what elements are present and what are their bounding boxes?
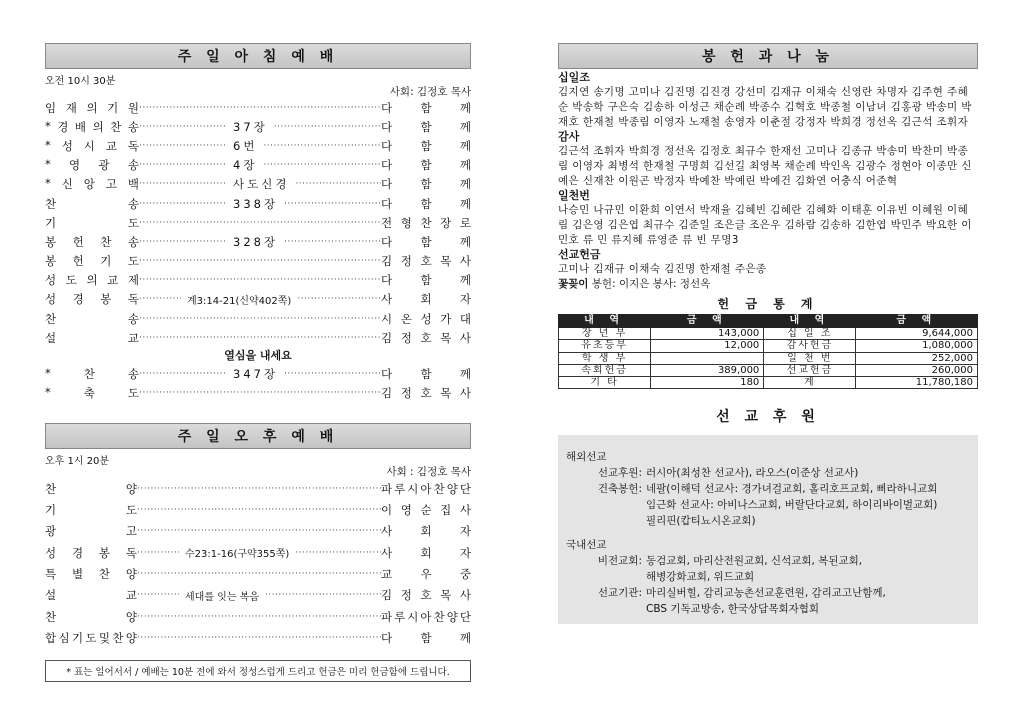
order-item-detail: 347장 (233, 367, 279, 382)
stats-row (559, 352, 978, 364)
mission-line-key (566, 497, 646, 513)
stats-header: 금 액 (651, 315, 764, 328)
mission-line-value: 해병강화교회, 위드교회 (646, 571, 755, 584)
order-item-label: 찬 양 (45, 481, 137, 496)
sermon-title: 열심을 내세요 (224, 349, 292, 363)
order-item-leader: 파 루 시 아 찬 양 단 (381, 481, 471, 496)
order-row (45, 290, 471, 309)
offering-section-head: 십일조 (558, 71, 590, 84)
order-row (45, 563, 471, 584)
morning-time: 오전 10시 30분 (45, 76, 116, 87)
mission-line (566, 601, 970, 617)
leader-dots (139, 237, 227, 247)
morning-order-list-2 (45, 364, 471, 402)
order-row (45, 585, 471, 606)
mission-line-value: 필리핀(캅티뇨시온교회) (646, 515, 756, 528)
order-item-leader: 다 함 께 (381, 100, 471, 115)
afternoon-order-list (45, 478, 471, 649)
order-row (45, 252, 471, 271)
order-item-leader: 전 형 찬 장 로 (381, 215, 471, 230)
stats-cell: 유초등부 (559, 340, 651, 352)
order-item-leader: 다 함 께 (381, 367, 471, 382)
order-item-leader: 김 정 호 목 사 (381, 588, 471, 603)
order-item-label: * 경 배 의 찬 송 (45, 118, 139, 134)
order-item-detail: 4장 (233, 158, 258, 173)
mission-line-value: CBS 기독교방송, 한국상담목회자협회 (646, 603, 820, 616)
order-item-label: * 영 광 송 (45, 157, 139, 173)
order-item-leader: 다 함 께 (381, 138, 471, 153)
afternoon-officiant: 사회 : 김정호 목사 (386, 465, 471, 478)
leader-dots (284, 199, 381, 209)
order-row (45, 628, 471, 649)
mission-line (566, 513, 970, 529)
order-item-detail: 사도신경 (233, 177, 290, 192)
mission-line (566, 569, 970, 585)
offering-section-head: 선교헌금 (558, 248, 601, 261)
mission-group (566, 449, 970, 529)
order-item-label: 성 경 봉 독 (45, 545, 137, 560)
morning-order-list (45, 98, 471, 347)
order-item-detail: 세대를 잇는 복음 (185, 591, 259, 603)
morning-officiant: 사회: 김정호 목사 (389, 86, 471, 98)
leader-dots (263, 160, 381, 170)
order-item-leader: 다 함 께 (381, 177, 471, 192)
stats-cell: 감사헌금 (764, 340, 856, 352)
order-row (45, 117, 471, 136)
order-item-leader: 시 온 성 가 대 (381, 311, 471, 326)
offering-section (558, 130, 978, 189)
order-row (45, 271, 471, 290)
order-row (45, 542, 471, 563)
leader-dots (297, 294, 381, 304)
stats-cell: 선교헌금 (764, 364, 856, 376)
afternoon-time: 오후 1시 20분 (45, 455, 110, 467)
order-item-label: * 축 도 (45, 385, 139, 401)
leader-dots (263, 141, 381, 151)
leader-dots (137, 484, 381, 494)
stats-cell: 389,000 (651, 364, 764, 376)
leader-dots (137, 505, 381, 515)
afternoon-service-banner: 주 일 오 후 예 배 (45, 423, 471, 449)
offering-section (558, 71, 978, 130)
order-item-leader: 다 함 께 (381, 158, 471, 173)
stats-cell: 장 년 부 (559, 328, 651, 340)
mission-line-value: 동검교회, 마리산전원교회, 신석교회, 복된교회, (646, 555, 863, 568)
stats-cell: 계 (764, 377, 856, 389)
order-item-label: 기 도 (45, 215, 139, 230)
stats-row (559, 364, 978, 376)
order-item-label: 봉 헌 찬 송 (45, 234, 139, 249)
stats-cell: 9,644,000 (856, 328, 978, 340)
right-column (558, 43, 978, 624)
stats-cell: 260,000 (856, 364, 978, 376)
mission-group-title: 국내선교 (566, 539, 607, 552)
offering-stats-table (558, 314, 978, 389)
order-item-label: 광 고 (45, 524, 137, 539)
leader-dots (295, 179, 381, 189)
order-item-label: 찬 양 (45, 609, 137, 624)
order-item-detail: 338장 (233, 196, 279, 211)
leader-dots (139, 275, 381, 285)
order-item-leader: 다 함 께 (381, 273, 471, 288)
stats-header: 내 역 (764, 315, 856, 328)
leader-dots (139, 369, 227, 379)
leader-dots (137, 526, 381, 536)
order-item-label: 찬 송 (45, 196, 139, 211)
offering-banner: 봉 헌 과 나 눔 (558, 43, 978, 69)
mission-line-value: 네팔(이해덕 선교사: 경가녀걸교회, 홀리호프교회, 삐라하니교회 (646, 483, 938, 496)
left-column (45, 43, 471, 649)
stats-cell: 학 생 부 (559, 352, 651, 364)
flower-text: 봉헌: 이지은 봉사: 정선옥 (591, 278, 711, 290)
leader-dots (139, 103, 381, 113)
leader-dots (139, 388, 381, 398)
order-row (45, 213, 471, 232)
mission-line (566, 497, 970, 513)
order-item-leader: 김 정 호 목 사 (381, 254, 471, 269)
leader-dots (139, 218, 381, 228)
flower-line (558, 277, 978, 292)
order-row (45, 136, 471, 155)
offering-list (558, 71, 978, 277)
stats-header: 내 역 (559, 315, 651, 328)
order-row (45, 328, 471, 347)
mission-line-key: 선교후원: (597, 467, 642, 480)
order-item-label: 설 교 (45, 330, 139, 345)
offering-section-names: 고미나 김재규 이채숙 김진명 한재철 주은종 (558, 263, 767, 275)
offering-section-head: 일천번 (558, 189, 590, 202)
order-item-detail: 37장 (233, 119, 268, 134)
order-item-detail: 계3:14-21(신약402쪽) (187, 295, 292, 307)
stats-cell: 180 (651, 377, 764, 389)
flower-label: 꽃꽂이 (558, 278, 589, 290)
mission-title: 선 교 후 원 (558, 405, 978, 427)
order-row (45, 364, 471, 383)
mission-line-key (566, 601, 646, 617)
leader-dots (137, 590, 179, 600)
stats-cell: 143,000 (651, 328, 764, 340)
order-item-label: 성 도 의 교 제 (45, 273, 139, 288)
order-row (45, 521, 471, 542)
order-row (45, 194, 471, 213)
offering-section (558, 189, 978, 248)
order-row (45, 606, 471, 627)
mission-line-key (566, 513, 646, 529)
leader-dots (139, 160, 227, 170)
leader-dots (139, 314, 381, 324)
footnote: * 표는 일어서서 / 예배는 10분 전에 와서 정성스럽게 드리고 헌금은 미리 헌금함에 드립니다. (45, 660, 471, 682)
order-item-leader: 사 회 자 (381, 545, 471, 560)
mission-line-value: 마리실버힐, 감리교농촌선교훈련원, 감리교고난함께, (646, 587, 886, 600)
offering-section-names: 나승민 나규민 이환희 이연서 박재율 김혜빈 김혜란 김혜화 이태훈 이유빈 이혜원 이혜림 김은영 김은엽 최규수 김준일 조은글 조은우 김하람 김송하 김한엽 박민주 박요한 이민호 류 민 류지혜 류영준 류 빈 무명3 (558, 204, 972, 246)
order-item-label: * 신 앙 고 백 (45, 176, 139, 192)
stats-cell: 252,000 (856, 352, 978, 364)
stats-cell: 12,000 (651, 340, 764, 352)
order-item-leader: 다 함 께 (381, 631, 471, 646)
leader-dots (137, 569, 381, 579)
offering-section-names: 김지연 송기명 고미나 김진명 김진경 강선미 김재규 이채숙 신영란 차명자 김주현 주혜순 박송학 구은숙 김송하 이성근 채순례 박종수 김혁호 박종철 이남녀 김홍광 박송미 박재호 한재철 박종림 이영자 노재철 송영자 이춘절 강정자 박희경 정선옥 김근석 조휘자 (558, 86, 972, 128)
order-item-label: 임 재 의 기 원 (45, 100, 139, 115)
leader-dots (139, 333, 381, 343)
order-item-leader: 사 회 자 (381, 292, 471, 307)
order-item-leader: 다 함 께 (381, 196, 471, 211)
mission-line-key: 건축봉헌: (597, 483, 642, 496)
order-item-leader: 다 함 께 (381, 234, 471, 249)
order-item-label: 찬 송 (45, 311, 139, 326)
order-row (45, 156, 471, 175)
mission-line-key: 선교기관: (597, 587, 642, 600)
mission-line (566, 465, 970, 481)
morning-service-banner: 주 일 아 침 예 배 (45, 43, 471, 69)
order-item-label: * 찬 송 (45, 366, 139, 382)
offering-section-head: 감사 (558, 130, 580, 143)
offering-section (558, 248, 978, 277)
order-item-label: 설 교 (45, 588, 137, 603)
order-item-detail: 수23:1-16(구약355쪽) (185, 549, 290, 561)
stats-cell: 기 타 (559, 377, 651, 389)
order-item-label: 기 도 (45, 502, 137, 517)
mission-support-box (558, 435, 978, 624)
order-item-leader: 이 영 순 집 사 (381, 502, 471, 517)
stats-cell: 1,080,000 (856, 340, 978, 352)
leader-dots (137, 612, 381, 622)
leader-dots (139, 199, 227, 209)
leader-dots (139, 294, 181, 304)
leader-dots (137, 633, 381, 643)
order-item-label: 합 심 기 도 및 찬 양 (45, 631, 137, 646)
mission-line (566, 585, 970, 601)
mission-line (566, 481, 970, 497)
mission-group (566, 537, 970, 617)
leader-dots (139, 256, 381, 266)
leader-dots (284, 237, 381, 247)
leader-dots (139, 122, 227, 132)
stats-title: 헌 금 통 계 (717, 297, 819, 311)
stats-cell (651, 352, 764, 364)
order-item-leader: 김 정 호 목 사 (381, 386, 471, 401)
order-row (45, 478, 471, 499)
mission-line-value: 임근화 선교사: 아비나스교회, 버랄단다교회, 하이리바이벌교회) (646, 499, 938, 512)
order-row (45, 98, 471, 117)
stats-cell: 십 일 조 (764, 328, 856, 340)
leader-dots (265, 590, 381, 600)
leader-dots (295, 548, 381, 558)
stats-cell: 일 천 번 (764, 352, 856, 364)
mission-line-key (566, 569, 646, 585)
stats-row (559, 328, 978, 340)
order-item-detail: 328장 (233, 234, 279, 249)
stats-cell: 속회헌금 (559, 364, 651, 376)
leader-dots (137, 548, 179, 558)
stats-row (559, 377, 978, 389)
stats-row (559, 340, 978, 352)
stats-cell: 11,780,180 (856, 377, 978, 389)
offering-section-names: 김근석 조휘자 박희경 정선옥 김정호 최규수 한재선 고미나 김종규 박송미 박찬미 박종림 이영자 최병석 한재철 구명희 김선길 최영복 채순례 박인옥 김광수 정현아 이종만 신예은 신재찬 이원곤 박정자 박예찬 박예린 박예건 김화연 어충식 어준혁 (558, 145, 972, 187)
leader-dots (274, 122, 381, 132)
order-row (45, 175, 471, 194)
order-item-leader: 다 함 께 (381, 119, 471, 134)
order-item-detail: 6번 (233, 138, 258, 153)
order-item-leader: 김 정 호 목 사 (381, 330, 471, 345)
order-item-label: 봉 헌 기 도 (45, 254, 139, 269)
mission-line-value: 러시아(최성찬 선교사), 라오스(이준상 선교사) (646, 467, 859, 480)
order-row (45, 232, 471, 251)
leader-dots (139, 179, 227, 189)
order-row (45, 309, 471, 328)
leader-dots (139, 141, 227, 151)
mission-line-key: 비전교회: (597, 555, 642, 568)
mission-line (566, 553, 970, 569)
order-item-label: 성 경 봉 독 (45, 292, 139, 307)
leader-dots (284, 369, 381, 379)
order-item-label: * 성 시 교 독 (45, 137, 139, 153)
stats-header: 금 액 (856, 315, 978, 328)
order-row (45, 384, 471, 403)
order-item-leader: 교 우 중 (381, 567, 471, 582)
order-row (45, 499, 471, 520)
order-item-leader: 파 루 시 아 찬 양 단 (381, 609, 471, 624)
order-item-label: 특 별 찬 양 (45, 567, 137, 582)
order-item-leader: 사 회 자 (381, 524, 471, 539)
mission-group-title: 해외선교 (566, 451, 607, 464)
